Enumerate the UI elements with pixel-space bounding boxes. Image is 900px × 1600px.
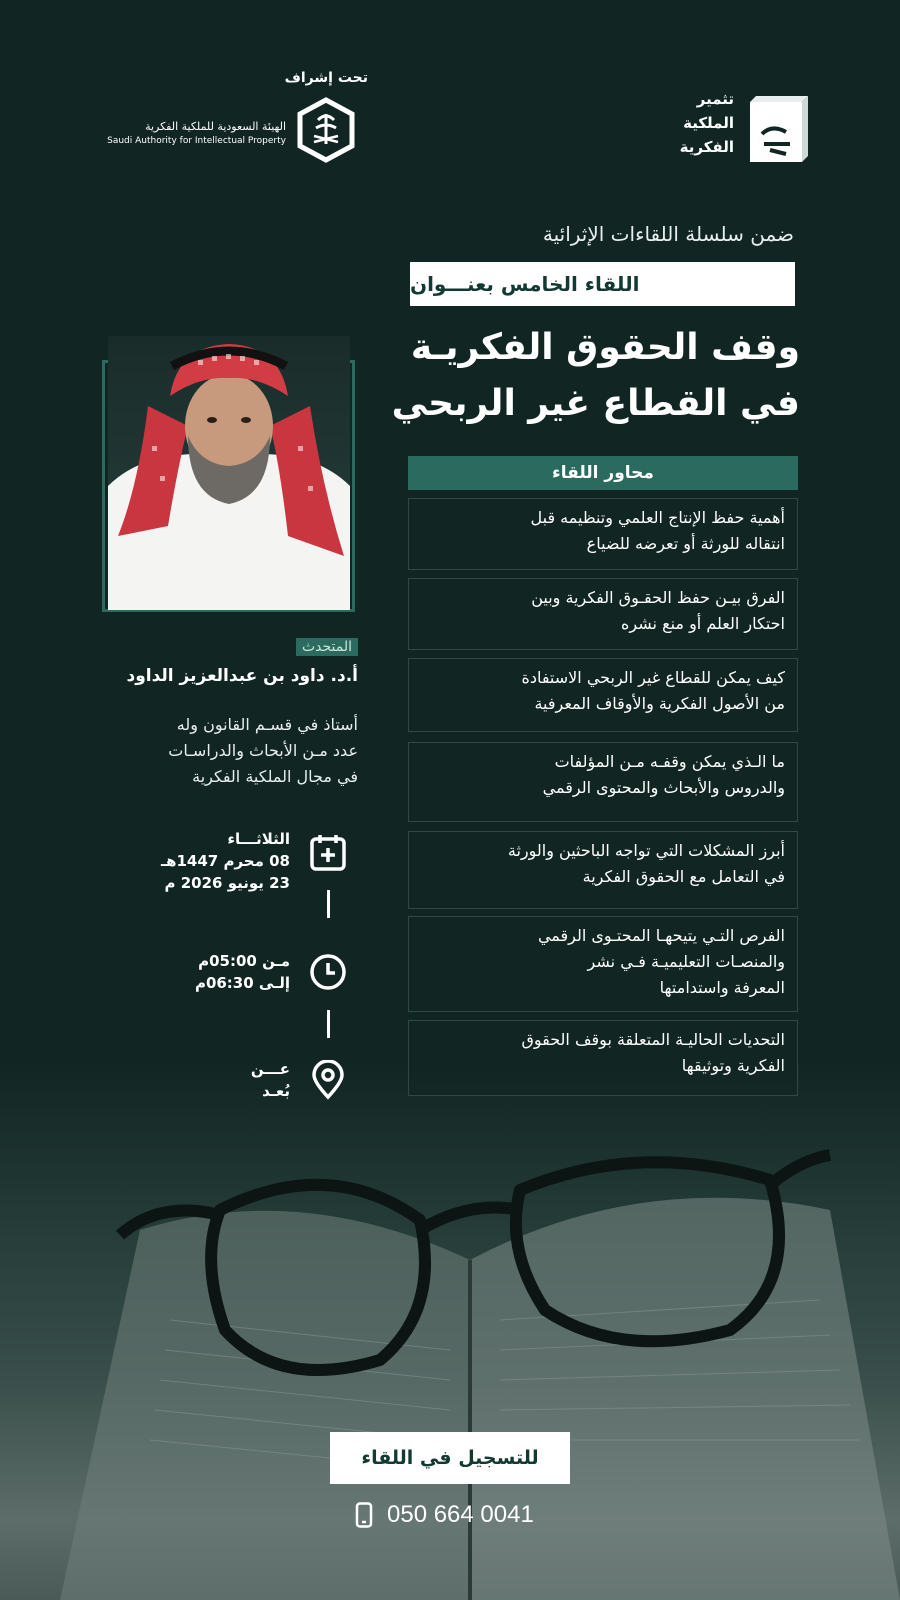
agenda-item: [408, 578, 798, 650]
agenda-item-line: ما الـذي يمكن وقفـه مـن المؤلفات: [554, 752, 785, 771]
main-title-line-1: وقف الحقوق الفكريـة: [410, 327, 800, 368]
authority-name-en: Saudi Authority for Intellectual Property: [107, 136, 286, 146]
agenda-item-line: التحديات الحاليـة المتعلقة بوقف الحقوق: [521, 1030, 785, 1049]
agenda-item-line: انتقاله للورثة أو تعرضه للضياع: [586, 534, 785, 553]
agenda-item: [408, 831, 798, 909]
agenda-item-line: الفرق بيـن حفظ الحقـوق الفكرية وبين: [531, 588, 785, 607]
main-title: [280, 320, 800, 432]
series-line: ضمن سلسلة اللقاءات الإثرائية: [542, 222, 794, 246]
agenda-item: [408, 1020, 798, 1096]
agenda-item-line: أهمية حفظ الإنتاج العلمي وتنظيمه قبل: [530, 508, 785, 527]
speaker-tag: المتحدث: [296, 638, 358, 656]
supervision-caption: تحت إشراف: [284, 70, 368, 86]
agenda-item: [408, 498, 798, 570]
authority-name-ar: الهيئة السعودية للملكية الفكرية: [145, 120, 286, 133]
event-location-line-2: بُعـد: [262, 1082, 290, 1100]
phone-number[interactable]: 050 664 0041: [387, 1501, 534, 1528]
event-day: الثلاثـــاء: [227, 830, 290, 848]
event-time-from: مـن 05:00م: [198, 952, 290, 970]
agenda-item-line: والمنصـات التعليميـة فـي نشر: [587, 952, 785, 971]
calendar-icon: [308, 832, 348, 872]
saip-emblem-icon: [290, 94, 362, 166]
agenda-item-line: احتكار العلم أو منع نشره: [621, 614, 785, 633]
agenda-item-line: في التعامل مع الحقوق الفكرية: [582, 867, 785, 886]
speaker-photo: [108, 336, 350, 610]
event-location-line-1: عـــن: [250, 1060, 290, 1078]
agenda-item-line: كيف يمكن للقطاع غير الربحي الاستفادة: [521, 668, 785, 687]
agenda-item: [408, 658, 798, 732]
agenda-item: [408, 742, 798, 822]
agenda-item-line: الفكرية وتوثيقها: [681, 1056, 785, 1075]
event-location: [251, 1058, 290, 1102]
main-title-line-2: في القطاع غير الربحي: [391, 383, 800, 424]
agenda-item-line: الفرص التـي يتيحهـا المحتـوى الرقمي: [537, 926, 785, 945]
event-date: [161, 828, 290, 894]
event-gregorian-date: 23 يونيو 2026 م: [164, 874, 290, 892]
agenda-item-line: أبرز المشكلات التي تواجه الباحثين والورثة: [507, 841, 785, 860]
speaker-name: أ.د. داود بن عبدالعزيز الداود: [126, 666, 358, 686]
agenda-item-line: والدروس والأبحاث والمحتوى الرقمي: [542, 778, 785, 797]
mobile-phone-icon: [355, 1502, 373, 1528]
brand-line-2: الملكية: [683, 114, 734, 132]
episode-banner: اللقاء الخامس بعنـــوان: [410, 262, 795, 306]
brand-logo-block: [640, 90, 820, 170]
brand-book-icon: [746, 94, 810, 166]
speaker-bio-line-2: عدد مـن الأبحاث والدراسـات: [168, 741, 358, 760]
clock-icon: [308, 952, 348, 992]
agenda-item-line: من الأصول الفكرية والأوقاف المعرفية: [534, 694, 785, 713]
speaker-bio-line-1: أستاذ في قسـم القانون وله: [176, 715, 358, 734]
brand-line-1: تثمير: [696, 90, 734, 108]
agenda-item: [408, 916, 798, 1012]
location-pin-icon: [308, 1060, 348, 1100]
detail-divider: [327, 1010, 330, 1038]
event-hijri-date: 08 محرم 1447هـ: [160, 852, 290, 870]
speaker-bio: [128, 712, 358, 790]
brand-line-3: الفكرية: [679, 138, 734, 156]
event-time: [195, 950, 290, 994]
agenda-item-line: المعرفة واستدامتها: [659, 978, 785, 997]
phone-number-row: [355, 1498, 534, 1532]
event-time-to: إلـى 06:30م: [194, 974, 290, 992]
agenda-header: محاور اللقاء: [408, 456, 798, 490]
supervision-logo-block: [82, 70, 372, 170]
detail-divider: [327, 890, 330, 918]
speaker-bio-line-3: في مجال الملكية الفكرية: [192, 767, 358, 786]
register-button[interactable]: للتسجيل في اللقاء: [330, 1432, 570, 1484]
